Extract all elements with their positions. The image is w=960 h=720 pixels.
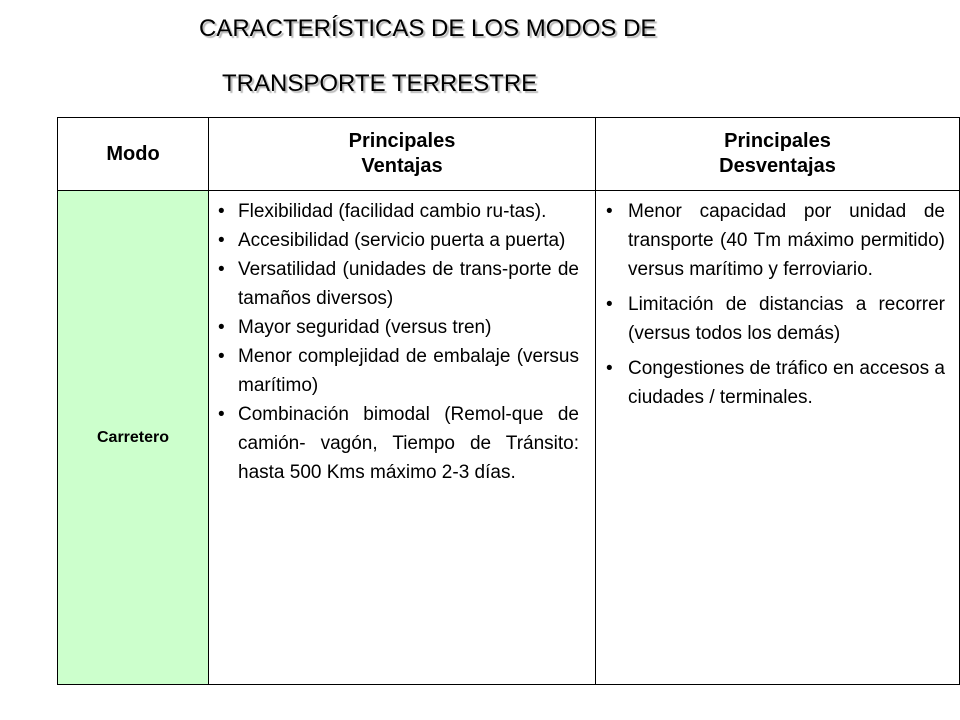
- advantages-list: [209, 191, 595, 487]
- disadvantage-text: Congestiones de tráfico en accesos a ciudades / terminales.: [628, 358, 945, 408]
- transport-modes-table: [57, 117, 960, 685]
- disadvantage-text: Menor capacidad por unidad de transporte (40 Tm máximo permitido) versus marítimo y ferroviario.: [628, 201, 945, 280]
- list-item: [218, 255, 579, 313]
- bullet-icon: •: [606, 201, 613, 222]
- disadvantages-list: [596, 191, 959, 412]
- header-disadvantages-line-2: Desventajas: [719, 155, 836, 177]
- list-item: [218, 400, 579, 487]
- bullet-icon: •: [218, 346, 225, 367]
- header-mode-label: Modo: [106, 142, 160, 165]
- bullet-icon: •: [218, 259, 225, 280]
- header-advantages-line-2: Ventajas: [361, 155, 443, 177]
- list-item: [218, 197, 579, 226]
- list-item: [606, 197, 945, 284]
- table-row: [58, 191, 960, 685]
- list-item: [218, 226, 579, 255]
- list-item: [606, 354, 945, 412]
- page-title-line-2: TRANSPORTE TERRESTRE: [222, 70, 538, 97]
- bullet-icon: •: [606, 294, 613, 315]
- mode-cell: [58, 191, 209, 685]
- header-disadvantages: [596, 118, 960, 191]
- header-disadvantages-line-1: Principales: [724, 130, 831, 152]
- page-title-line-1: CARACTERÍSTICAS DE LOS MODOS DE: [199, 15, 657, 42]
- bullet-icon: •: [606, 358, 613, 379]
- bullet-icon: •: [218, 317, 225, 338]
- advantages-cell: [209, 191, 596, 685]
- bullet-icon: •: [218, 230, 225, 251]
- header-advantages: [209, 118, 596, 191]
- advantage-text: Menor complejidad de embalaje (versus marítimo): [238, 346, 579, 396]
- advantage-text: Accesibilidad (servicio puerta a puerta): [238, 230, 566, 251]
- disadvantage-text: Limitación de distancias a recorrer (versus todos los demás): [628, 294, 945, 344]
- list-item: [218, 342, 579, 400]
- advantage-text: Versatilidad (unidades de trans-porte de tamaños diversos): [238, 259, 579, 309]
- header-mode: [58, 118, 209, 191]
- advantage-text: Flexibilidad (facilidad cambio ru-tas).: [238, 201, 547, 222]
- advantage-text: Mayor seguridad (versus tren): [238, 317, 492, 338]
- list-item: [218, 313, 579, 342]
- mode-label: Carretero: [96, 428, 170, 446]
- disadvantages-cell: [596, 191, 960, 685]
- table-header-row: [58, 118, 960, 191]
- bullet-icon: •: [218, 404, 225, 425]
- list-item: [606, 290, 945, 348]
- advantage-text: Combinación bimodal (Remol-que de camión- vagón, Tiempo de Tránsito: hasta 500 Kms máximo 2-3 días.: [238, 404, 579, 483]
- bullet-icon: •: [218, 201, 225, 222]
- header-advantages-line-1: Principales: [348, 130, 456, 152]
